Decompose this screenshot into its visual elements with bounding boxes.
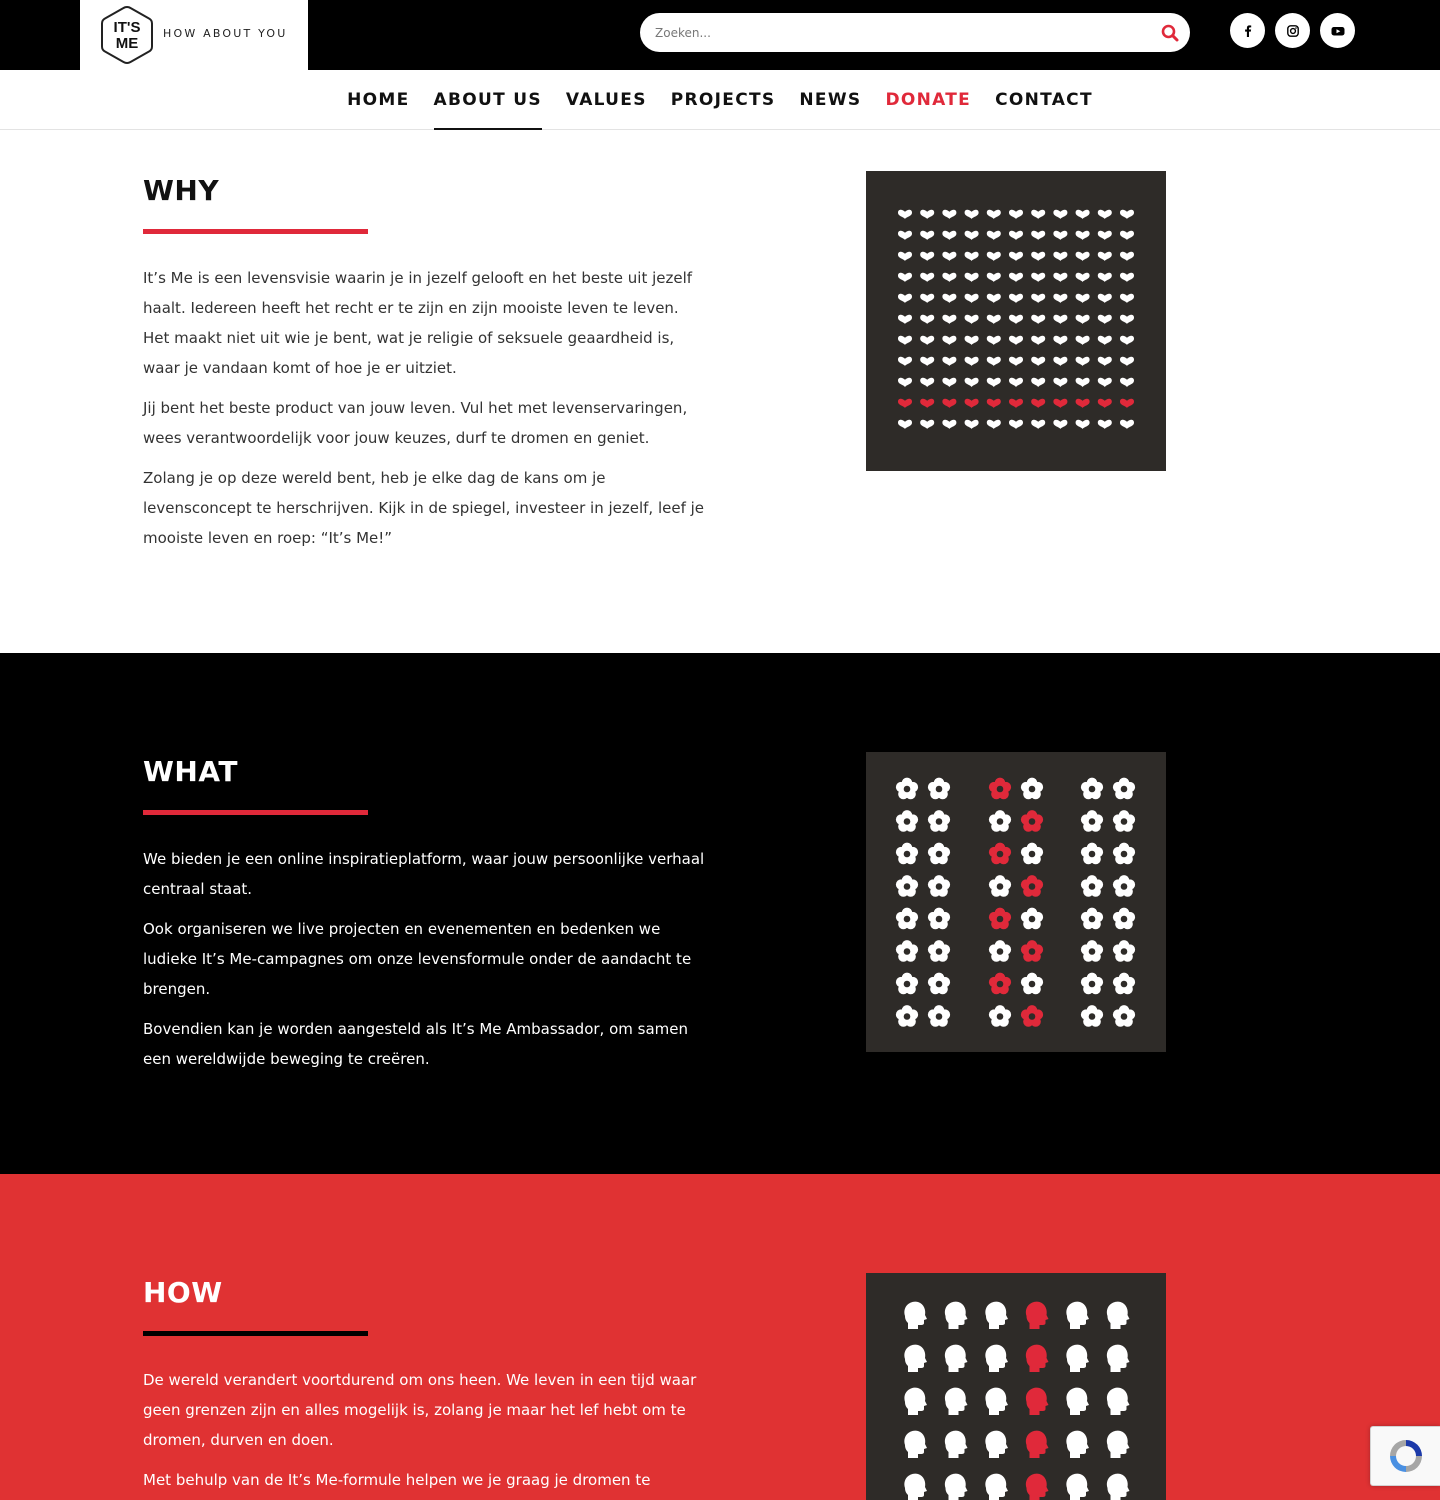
why-section <box>0 130 1440 653</box>
nav-item-label: HOME <box>347 90 410 110</box>
nav-item-home[interactable] <box>347 70 409 130</box>
logo-text-top: IT'S <box>113 19 141 36</box>
facebook-icon <box>1241 24 1255 38</box>
what-text <box>143 844 708 1084</box>
nav-item-label: CONTACT <box>995 90 1093 110</box>
why-divider <box>143 229 368 234</box>
hearts-pattern <box>866 171 1166 471</box>
top-bar <box>0 0 1440 70</box>
nav-item-values[interactable] <box>566 70 647 130</box>
nav-item-label: ABOUT US <box>433 90 542 110</box>
logo[interactable] <box>80 0 308 70</box>
what-divider <box>143 810 368 815</box>
main-nav <box>0 70 1440 130</box>
search-bar <box>640 13 1190 52</box>
how-paragraph: De wereld verandert voortdurend om ons heen. We leven in een tijd waar geen grenzen zijn en alles mogelijk is, zolang je maar het lef hebt om te dromen, durven en doen. <box>143 1371 697 1449</box>
recaptcha-icon <box>1384 1434 1428 1478</box>
why-paragraph: It’s Me is een levensvisie waarin je in jezelf gelooft en het beste uit jezelf haalt. Iedereen heeft het recht er te zijn en zijn mooiste leven te leven. Het maakt niet uit wie je bent, wat je religie of seksuele geaardheid is, waar je vandaan komt of hoe je er uitziet. <box>143 269 693 377</box>
what-paragraph: We bieden je een online inspiratieplatform, waar jouw persoonlijke verhaal centraal staat. <box>143 850 705 898</box>
instagram-button[interactable] <box>1275 13 1310 48</box>
why-text <box>143 263 708 563</box>
what-title: WHAT <box>143 755 238 788</box>
what-paragraph: Bovendien kan je worden aangesteld als It’s Me Ambassador, om samen een wereldwijde beweging te creëren. <box>143 1020 688 1068</box>
youtube-icon <box>1330 24 1346 38</box>
nav-item-label: PROJECTS <box>670 90 776 110</box>
nav-item-contact[interactable] <box>995 70 1093 130</box>
nav-item-about-us[interactable] <box>434 70 542 130</box>
heads-pattern <box>866 1273 1166 1500</box>
how-title: HOW <box>143 1276 223 1309</box>
recaptcha-badge[interactable] <box>1370 1426 1440 1486</box>
what-paragraph: Ook organiseren we live projecten en evenementen en bedenken we ludieke It’s Me-campagnes om onze levensformule onder de aandacht te brengen. <box>143 920 692 998</box>
what-section <box>0 653 1440 1174</box>
search-icon[interactable] <box>1160 23 1180 43</box>
why-title: WHY <box>143 174 220 207</box>
instagram-icon <box>1286 24 1300 38</box>
logo-hexagon-icon <box>99 4 155 66</box>
facebook-button[interactable] <box>1230 13 1265 48</box>
nav-item-label: DONATE <box>885 90 972 110</box>
logo-tagline: HOW ABOUT YOU <box>163 27 288 40</box>
nav-item-news[interactable] <box>799 70 861 130</box>
nav-item-donate[interactable] <box>885 70 971 130</box>
how-text <box>143 1365 708 1500</box>
youtube-button[interactable] <box>1320 13 1355 48</box>
what-image <box>866 752 1166 1052</box>
how-section <box>0 1174 1440 1500</box>
logo-text-bottom: ME <box>115 35 139 52</box>
why-paragraph: Zolang je op deze wereld bent, heb je elke dag de kans om je levensconcept te herschrijven. Kijk in de spiegel, investeer in jezelf, leef je mooiste leven en roep: “It’s Me!” <box>143 469 705 547</box>
how-paragraph: Met behulp van de It’s Me-formule helpen we je graag je dromen te <box>143 1471 651 1489</box>
why-image <box>866 171 1166 471</box>
how-divider <box>143 1331 368 1336</box>
nav-item-projects[interactable] <box>671 70 776 130</box>
how-image <box>866 1273 1166 1500</box>
flowers-pattern <box>866 752 1166 1052</box>
why-paragraph: Jij bent het beste product van jouw leven. Vul het met levenservaringen, wees verantwoordelijk voor jouw keuzes, durf te dromen en geniet. <box>143 399 688 447</box>
nav-item-label: NEWS <box>799 90 862 110</box>
search-input[interactable] <box>640 13 1140 52</box>
nav-item-label: VALUES <box>565 90 647 110</box>
